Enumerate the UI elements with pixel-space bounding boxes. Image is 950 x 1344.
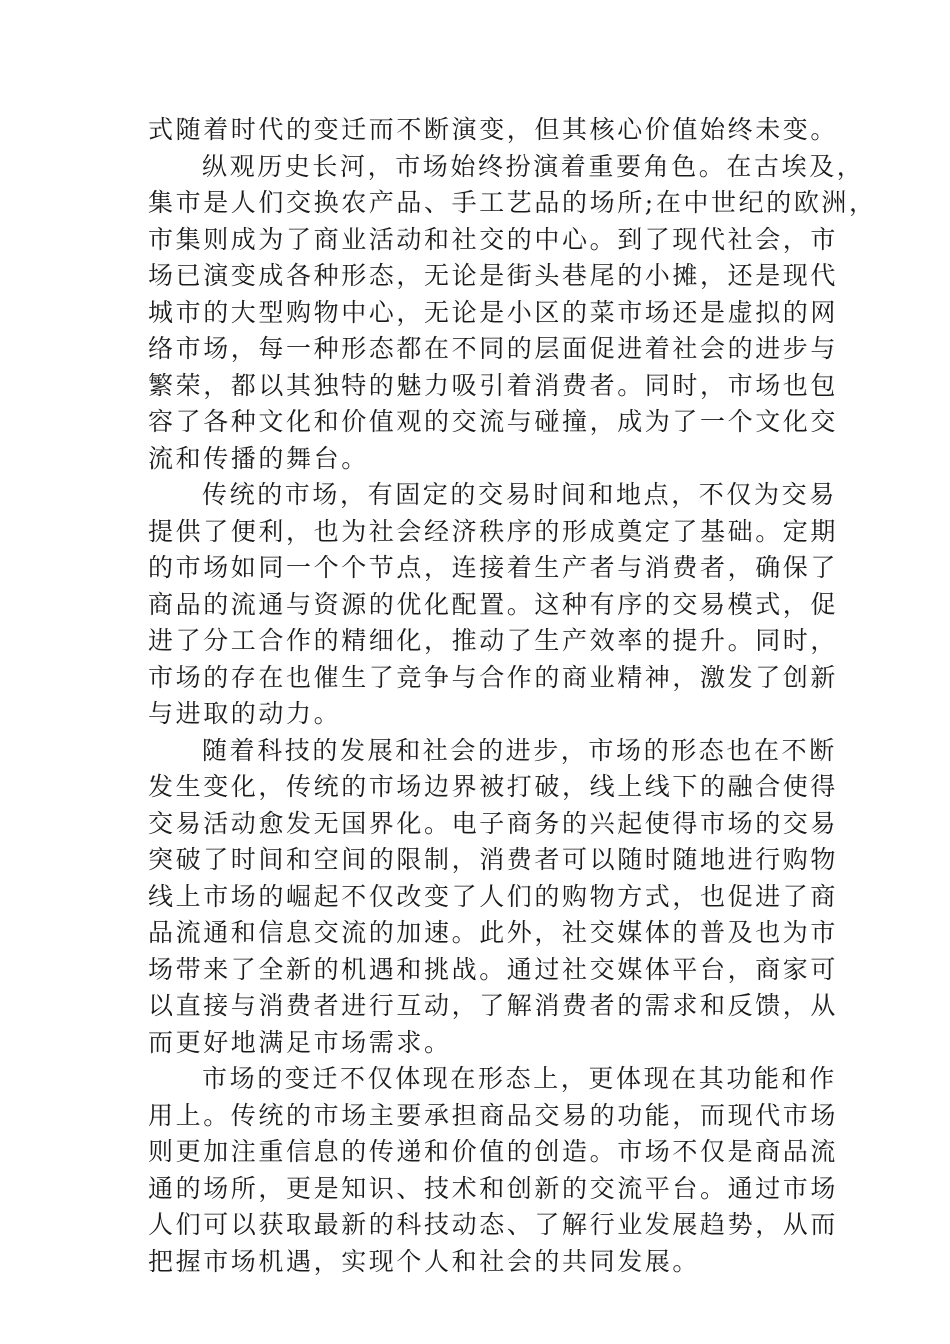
text-line: 集市是人们交换农产品、手工艺品的场所;在中世纪的欧洲， [148,188,877,217]
text-line: 容了各种文化和价值观的交流与碰撞，成为了一个文化交 [148,407,839,436]
text-line: 品流通和信息交流的加速。此外，社交媒体的普及也为市 [148,918,839,947]
text-line: 市场的存在也催生了竞争与合作的商业精神，激发了创新 [148,662,839,692]
paragraph-first-line: 随着科技的发展和社会的进步，市场的形态也在不断 [202,735,837,765]
paragraph-first-line: 传统的市场，有固定的交易时间和地点，不仅为交易 [202,480,837,509]
text-line: 的市场如同一个个节点，连接着生产者与消费者，确保了 [148,553,839,582]
text-line: 进了分工合作的精细化，推动了生产效率的提升。同时， [148,626,839,655]
document-body-text [148,112,877,1280]
text-line: 提供了便利，也为社会经济秩序的形成奠定了基础。定期 [148,516,839,546]
text-line: 线上市场的崛起不仅改变了人们的购物方式，也促进了商 [148,881,839,911]
text-line: 繁荣，都以其独特的魅力吸引着消费者。同时，市场也包 [148,370,839,400]
text-line: 与进取的动力。 [148,699,342,728]
text-line: 络市场，每一种形态都在不同的层面促进着社会的进步与 [148,334,839,363]
text-line: 发生变化，传统的市场边界被打破，线上线下的融合使得 [148,772,839,801]
text-line: 流和传播的舞台。 [148,443,369,473]
text-line: 突破了时间和空间的限制，消费者可以随时随地进行购物 [148,845,839,874]
text-line: 商品的流通与资源的优化配置。这种有序的交易模式，促 [148,589,839,619]
text-line: 人们可以获取最新的科技动态、了解行业发展趋势，从而 [148,1210,839,1239]
text-line: 市集则成为了商业活动和社交的中心。到了现代社会，市 [148,224,839,254]
text-line: 则更加注重信息的传递和价值的创造。市场不仅是商品流 [148,1137,839,1166]
text-line: 交易活动愈发无国界化。电子商务的兴起使得市场的交易 [148,808,839,838]
text-line: 把握市场机遇，实现个人和社会的共同发展。 [148,1246,701,1276]
text-line: 场已演变成各种形态，无论是街头巷尾的小摊，还是现代 [148,261,839,290]
text-line: 用上。传统的市场主要承担商品交易的功能，而现代市场 [148,1100,839,1130]
paragraph-first-line: 市场的变迁不仅体现在形态上，更体现在其功能和作 [202,1064,837,1093]
text-line: 式随着时代的变迁而不断演变，但其核心价值始终未变。 [148,115,839,144]
text-line: 而更好地满足市场需求。 [148,1027,452,1057]
text-line: 场带来了全新的机遇和挑战。通过社交媒体平台，商家可 [148,954,839,984]
text-line: 以直接与消费者进行互动，了解消费者的需求和反馈，从 [148,991,839,1020]
text-line: 通的场所，更是知识、技术和创新的交流平台。通过市场 [148,1173,839,1203]
paragraph-first-line: 纵观历史长河，市场始终扮演着重要角色。在古埃及， [202,151,865,181]
text-line: 城市的大型购物中心，无论是小区的菜市场还是虚拟的网 [148,297,839,327]
